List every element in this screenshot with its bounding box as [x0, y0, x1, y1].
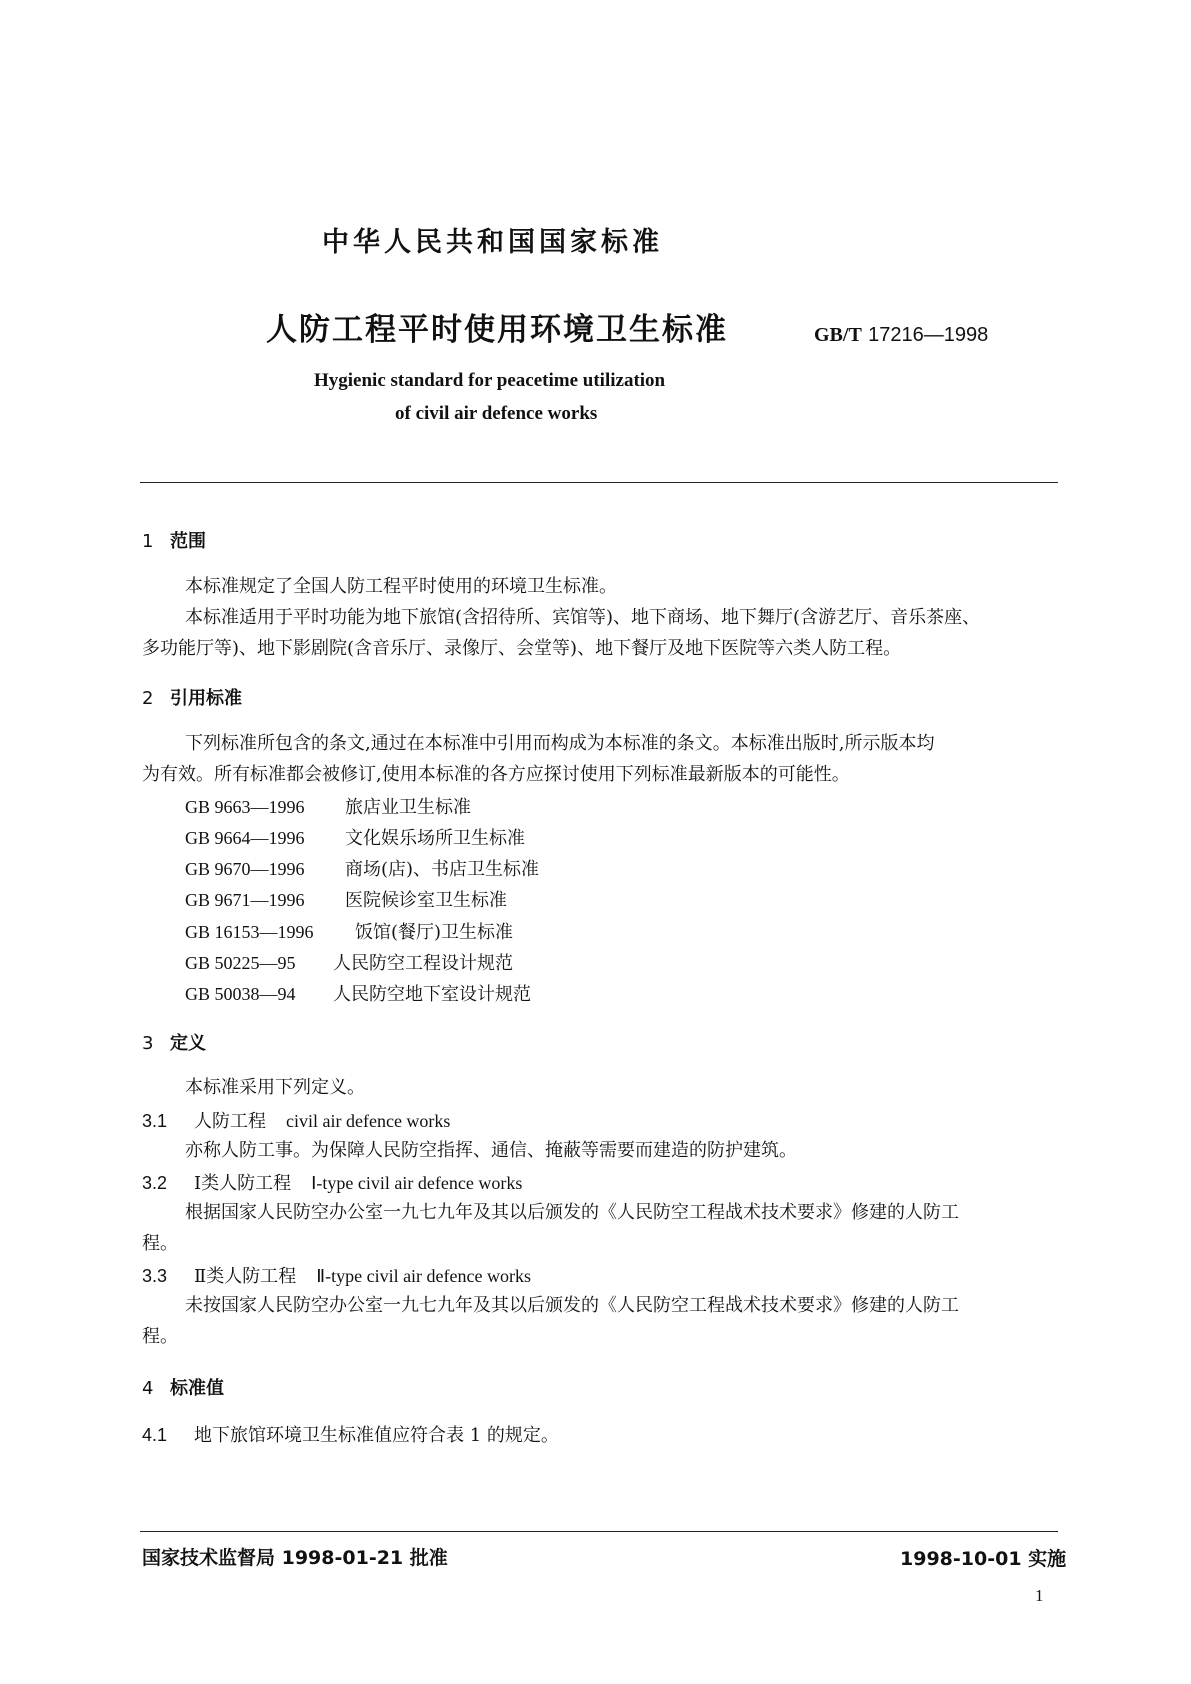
reference-item	[185, 855, 539, 881]
clause-number: 3.2	[142, 1173, 168, 1193]
clause-text: 地下旅馆环境卫生标准值应符合表 1 的规定。	[194, 1425, 559, 1446]
section-2-heading	[142, 684, 242, 710]
document-title-en-line1: Hygienic standard for peacetime utilization	[314, 370, 666, 391]
term-cn: 人防工程	[194, 1111, 266, 1132]
reference-title: 人民防空工程设计规范	[333, 953, 513, 974]
reference-title: 人民防空地下室设计规范	[333, 984, 531, 1005]
definition-3-2	[142, 1169, 522, 1195]
term-en: Ⅱ-type civil air defence works	[316, 1266, 532, 1286]
reference-item	[185, 980, 531, 1006]
section-title: 标准值	[170, 1378, 224, 1399]
reference-item	[185, 824, 525, 850]
clause-4-1	[142, 1421, 559, 1447]
reference-title: 饭馆(餐厅)卫生标准	[355, 922, 514, 943]
definition-text: 程。	[142, 1326, 178, 1347]
section-number: 1	[142, 531, 154, 552]
section-number: 3	[142, 1033, 154, 1054]
reference-code: GB 9664—1996	[185, 828, 305, 848]
section-number: 4	[142, 1378, 154, 1399]
national-standard-heading: 中华人民共和国国家标准	[322, 227, 663, 258]
reference-title: 文化娱乐场所卫生标准	[345, 828, 525, 849]
reference-item	[185, 886, 507, 912]
standard-code	[814, 322, 988, 347]
reference-title: 商场(店)、书店卫生标准	[345, 859, 540, 880]
section-title: 定义	[170, 1033, 206, 1054]
reference-item	[185, 793, 471, 819]
header-divider	[140, 482, 1058, 483]
reference-code: GB 9670—1996	[185, 859, 305, 879]
reference-code: GB 16153—1996	[185, 922, 314, 942]
clause-number: 3.3	[142, 1266, 168, 1286]
reference-title: 医院候诊室卫生标准	[345, 890, 507, 911]
reference-code: GB 50225—95	[185, 953, 296, 973]
clause-number: 3.1	[142, 1111, 168, 1131]
standard-prefix: GB/T	[814, 324, 862, 346]
definition-3-1	[142, 1107, 450, 1133]
section-number: 2	[142, 688, 154, 709]
standard-number: 17216—1998	[868, 324, 989, 346]
section-title: 引用标准	[170, 688, 242, 709]
footer-divider	[140, 1531, 1058, 1532]
term-en: Ⅰ-type civil air defence works	[311, 1173, 523, 1193]
term-cn: Ⅱ类人防工程	[194, 1266, 297, 1287]
section-4-heading	[142, 1374, 224, 1400]
reference-item	[185, 949, 513, 975]
reference-code: GB 50038—94	[185, 984, 296, 1004]
page-number: 1	[1035, 1586, 1044, 1605]
section-1-heading	[142, 527, 206, 553]
definition-text: 亦称人防工事。为保障人民防空指挥、通信、掩蔽等需要而建造的防护建筑。	[185, 1140, 797, 1161]
reference-title: 旅店业卫生标准	[345, 797, 471, 818]
document-title-cn: 人防工程平时使用环境卫生标准	[266, 312, 728, 348]
reference-code: GB 9663—1996	[185, 797, 305, 817]
implementation-date: 1998-10-01 实施	[900, 1548, 1067, 1570]
definition-3-3	[142, 1262, 531, 1288]
paragraph: 下列标准所包含的条文,通过在本标准中引用而构成为本标准的条文。本标准出版时,所示版本均	[185, 733, 935, 754]
definition-text: 未按国家人民防空办公室一九七九年及其以后颁发的《人民防空工程战术技术要求》修建的人防工	[185, 1295, 959, 1316]
paragraph: 本标准采用下列定义。	[185, 1077, 365, 1098]
definition-text: 程。	[142, 1233, 178, 1254]
clause-number: 4.1	[142, 1425, 168, 1445]
paragraph: 本标准规定了全国人防工程平时使用的环境卫生标准。	[185, 576, 617, 597]
definition-text: 根据国家人民防空办公室一九七九年及其以后颁发的《人民防空工程战术技术要求》修建的人防工	[185, 1202, 959, 1223]
reference-code: GB 9671—1996	[185, 890, 305, 910]
document-title-en-line2: of civil air defence works	[395, 403, 598, 424]
paragraph: 多功能厅等)、地下影剧院(含音乐厅、录像厅、会堂等)、地下餐厅及地下医院等六类人防工程。	[142, 638, 902, 659]
term-cn: Ⅰ类人防工程	[194, 1173, 292, 1194]
paragraph: 为有效。所有标准都会被修订,使用本标准的各方应探讨使用下列标准最新版本的可能性。	[142, 764, 850, 785]
reference-item	[185, 918, 513, 944]
term-en: civil air defence works	[286, 1111, 451, 1131]
approval-line: 国家技术监督局 1998-01-21 批准	[142, 1547, 448, 1569]
paragraph: 本标准适用于平时功能为地下旅馆(含招待所、宾馆等)、地下商场、地下舞厅(含游艺厅、音乐茶座、	[185, 607, 981, 628]
section-title: 范围	[170, 531, 206, 552]
section-3-heading	[142, 1029, 206, 1055]
